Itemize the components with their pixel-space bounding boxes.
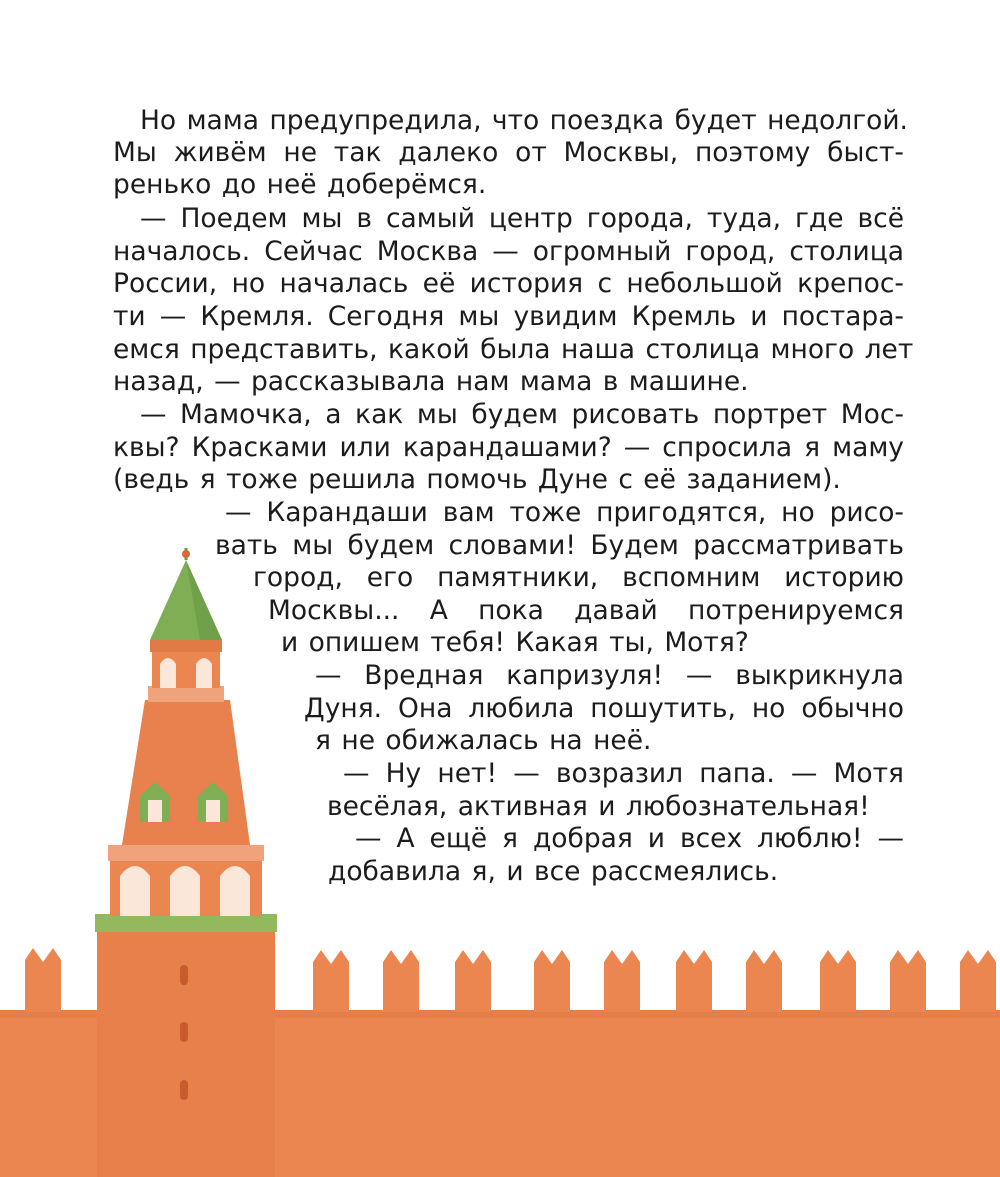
text-line: ти — Кремля. Сегодня мы увидим Кремль и постара- — [113, 301, 904, 332]
text-line: — Ну нет! — возразил папа. — Мотя — [343, 758, 904, 789]
text-line: — Вредная капризуля! — выкрикнула — [315, 660, 904, 691]
text-line: Мы живём не так далеко от Москвы, поэтому быст- — [113, 137, 904, 168]
text-line: добавила я, и все рассмеялись. — [328, 856, 779, 887]
text-line: России, но началась её история с небольшой крепос- — [113, 268, 904, 299]
text-line: ренько до неё доберёмся. — [113, 169, 487, 200]
text-line: назад, — рассказывала нам мама в машине. — [113, 366, 749, 397]
text-line: Дуня. Она любила пошутить, но обычно — [304, 693, 904, 724]
text-line: квы? Красками или карандашами? — спросила я маму — [113, 432, 904, 463]
text-line: — А ещё я добрая и всех люблю! — — [355, 823, 904, 854]
text-line: Москвы... А пока давай потренируемся — [268, 595, 904, 626]
text-line: — Мамочка, а как мы будем рисовать портрет Мос- — [140, 399, 904, 430]
text-line: я не обижалась на неё. — [315, 725, 652, 756]
text-line: — Карандаши вам тоже пригодятся, но рисо- — [225, 497, 904, 528]
text-line: началось. Сейчас Москва — огромный город, столица — [113, 236, 904, 267]
text-line: город, его памятники, вспомним историю — [253, 562, 904, 593]
text-line: весёлая, активная и любознательная! — [327, 791, 870, 822]
text-line: (ведь я тоже решила помочь Дуне с её заданием). — [113, 464, 841, 495]
text-line: — Поедем мы в самый центр города, туда, где всё — [140, 203, 904, 234]
text-line: вать мы будем словами! Будем рассматривать — [215, 530, 904, 561]
text-line: Но мама предупредила, что поездка будет недолгой. — [140, 105, 908, 136]
kremlin-tower — [95, 548, 277, 1177]
text-line: и опишем тебя! Какая ты, Мотя? — [281, 627, 749, 658]
text-line: емся представить, какой была наша столица много лет — [113, 334, 914, 365]
